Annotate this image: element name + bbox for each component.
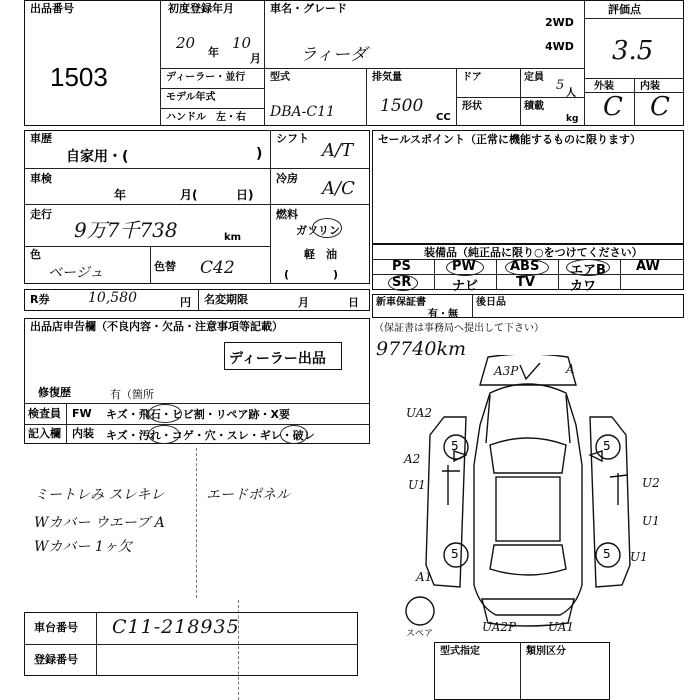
warranty-book-label: 後日品 <box>476 297 506 308</box>
car-name-label: 車名・グレード <box>270 2 347 15</box>
mark-a1-left: A1 <box>416 570 433 584</box>
mark-a2-left: A2 <box>404 452 421 466</box>
mark-rear-ua2p: UA2P <box>482 620 517 634</box>
equip-circle-abs <box>505 259 549 276</box>
sales-point-frame <box>372 130 684 244</box>
class-division-label: 類別区分 <box>526 646 566 657</box>
equip-navi: ナビ <box>452 279 479 294</box>
note-line-1b: エードポネル <box>206 487 290 503</box>
car-body-outline <box>474 384 582 615</box>
damage-mark-left <box>442 465 460 505</box>
equip-leather: カワ <box>570 279 597 294</box>
registration-label: 初度登録年月 <box>168 2 234 15</box>
warranty-label: 新車保証書 <box>376 297 426 308</box>
car-windshield <box>490 438 566 473</box>
score-label: 評価点 <box>608 3 641 16</box>
fuel-gasoline: ガソリン <box>296 224 340 237</box>
equip-circle-pw <box>446 259 484 276</box>
int-label: 内装 <box>72 427 94 440</box>
inspection-day: 日) <box>236 188 254 202</box>
dealer-stamp <box>224 342 342 370</box>
model-year-label: モデル年式 <box>166 92 216 103</box>
wheel-value-rr: 5 <box>603 547 611 561</box>
car-diagram <box>370 355 684 635</box>
equipment-label: 装備品（純正品に限り○をつけてください） <box>424 246 643 259</box>
capacity-label: 定員 <box>524 72 544 83</box>
note-line-3: Wカバー 1ヶ欠 <box>34 539 132 555</box>
repair-label: 修復歴 <box>38 386 71 399</box>
fuel-diesel: 軽 油 <box>304 248 337 261</box>
inspection-label: 車検 <box>30 172 52 185</box>
car-rear-glass <box>490 545 566 575</box>
shift-value: A/T <box>322 140 354 161</box>
registration-number-label: 登録番号 <box>34 653 78 666</box>
car-name: ラィーダ <box>300 45 367 65</box>
checker-label-1: 検査員 <box>28 407 61 420</box>
expiry-day: 日 <box>348 296 359 309</box>
fuel-label: 燃料 <box>276 208 298 221</box>
equip-tv: TV <box>516 275 535 290</box>
equip-abs: ABS <box>510 259 540 274</box>
equip-aw: AW <box>636 259 660 274</box>
color-code: C42 <box>200 258 235 278</box>
expiry-month: 月 <box>298 296 309 309</box>
color-value: ベージュ <box>48 265 104 281</box>
exterior-score: C <box>603 92 623 122</box>
spare-label: スペア <box>406 629 434 639</box>
color-change-label: 色替 <box>154 260 176 273</box>
lot-number-label: 出品番号 <box>30 2 74 15</box>
mark-u2-right: U2 <box>642 476 660 490</box>
recycle-frame <box>24 289 370 311</box>
lot-number: 1503 <box>50 62 108 92</box>
load-label: 積載 <box>524 101 544 112</box>
fw-label: FW <box>72 407 92 420</box>
mileage-value: 9万7千738 <box>74 218 178 242</box>
dealer-stamp-text: ディーラー出品 <box>229 351 326 367</box>
report-label: 出品店申告欄（不良内容・欠品・注意事項等記載） <box>30 320 283 333</box>
chassis-label: 車台番号 <box>34 621 78 634</box>
model-label: 型式 <box>270 72 290 83</box>
interior-label: 内装 <box>640 81 660 92</box>
fuel-circle <box>312 218 342 238</box>
spare-circle <box>406 597 434 625</box>
fw-circle <box>148 404 182 423</box>
inspection-month: 月( <box>180 188 198 202</box>
damage-mark-right <box>610 473 628 505</box>
type-designation-label: 型式指定 <box>440 646 480 657</box>
history-value: 自家用・( <box>66 149 129 165</box>
repair-value: 有（箇所 <box>110 388 154 401</box>
mark-ua2-left: UA2 <box>406 406 433 420</box>
model-value: DBA-C11 <box>270 104 335 120</box>
equip-airbag: エアB <box>570 263 606 278</box>
equip-circle-airbag <box>566 259 610 276</box>
equip-ps: PS <box>392 259 411 274</box>
handle-label: ハンドル 左・右 <box>166 112 246 123</box>
equip-pw: PW <box>452 259 476 274</box>
damage-arrow-front <box>520 363 540 379</box>
inspection-year: 年 <box>114 188 127 202</box>
mileage-unit: km <box>224 232 242 243</box>
mileage-label: 走行 <box>30 208 52 221</box>
interior-score: C <box>650 92 670 122</box>
recycle-unit: 円 <box>180 296 191 309</box>
history-label: 車歴 <box>30 132 52 145</box>
color-label: 色 <box>30 248 41 261</box>
mark-front-a: A <box>566 362 575 376</box>
aircon-label: 冷房 <box>276 172 298 185</box>
mark-rear-ua1: UA1 <box>548 620 575 634</box>
recycle-label: R券 <box>30 293 50 306</box>
displacement-unit: CC <box>436 112 451 123</box>
month-suffix: 月 <box>250 52 261 65</box>
fuel-other: ( ) <box>284 268 339 281</box>
year-suffix: 年 <box>208 46 219 59</box>
displacement-label: 排気量 <box>372 72 402 83</box>
mark-u1-left: U1 <box>408 478 426 492</box>
note-line-2: Wカバー ウエーブ A <box>34 515 165 531</box>
mark-u1-right: U1 <box>642 514 660 528</box>
shift-label: シフト <box>276 132 309 145</box>
drive-4wd: 4WD <box>545 40 574 53</box>
checker-label-2: 記入欄 <box>28 427 61 440</box>
note-line-1: ミートレみ スレキレ <box>34 487 165 503</box>
mark-front-a3p: A3P <box>494 364 519 378</box>
car-hood-line <box>486 395 570 443</box>
recycle-value: 10,580 <box>88 290 137 306</box>
equip-sr: SR <box>392 275 412 290</box>
displacement-value: 1500 <box>380 96 424 116</box>
registration-month: 10 <box>232 34 252 52</box>
registration-year: 20 <box>176 34 196 52</box>
int-items: キズ・汚れ・コゲ・穴・スレ・ギレ・破レ <box>106 429 315 442</box>
exterior-label: 外装 <box>594 81 614 92</box>
score-value: 3.5 <box>612 36 654 66</box>
int-circle-1 <box>148 425 180 444</box>
fw-items: キズ・飛石・ヒビ割・リペア跡・X要 <box>106 408 291 421</box>
warranty-options: 有・無 <box>428 309 458 320</box>
report-frame <box>24 318 370 444</box>
door-label: ドア <box>462 72 482 83</box>
expiry-label: 名変期限 <box>204 293 248 306</box>
wheel-value-fl: 5 <box>451 439 459 453</box>
int-circle-2 <box>280 425 308 444</box>
dealer-label: ディーラー・並行 <box>166 72 246 83</box>
wheel-value-fr: 5 <box>603 439 611 453</box>
drive-2wd: 2WD <box>545 16 574 29</box>
capacity-value: 5 <box>556 78 565 93</box>
sales-point-label: セールスポイント（正常に機能するものに限ります） <box>378 133 642 146</box>
load-unit: kg <box>566 114 579 124</box>
chassis-value: C11-218935 <box>112 616 240 638</box>
diagram-mileage-note: 97740km <box>376 338 466 360</box>
mark-u1-right-2: U1 <box>630 550 648 564</box>
aircon-value: A/C <box>322 178 355 199</box>
capacity-unit: 人 <box>566 88 576 99</box>
car-roof <box>496 477 560 541</box>
history-close: ) <box>256 146 263 162</box>
equip-circle-sr <box>388 275 418 291</box>
wheel-value-rl: 5 <box>451 547 459 561</box>
warranty-note: （保証書は事務局へ提出して下さい） <box>374 323 544 334</box>
shape-label: 形状 <box>462 101 482 112</box>
